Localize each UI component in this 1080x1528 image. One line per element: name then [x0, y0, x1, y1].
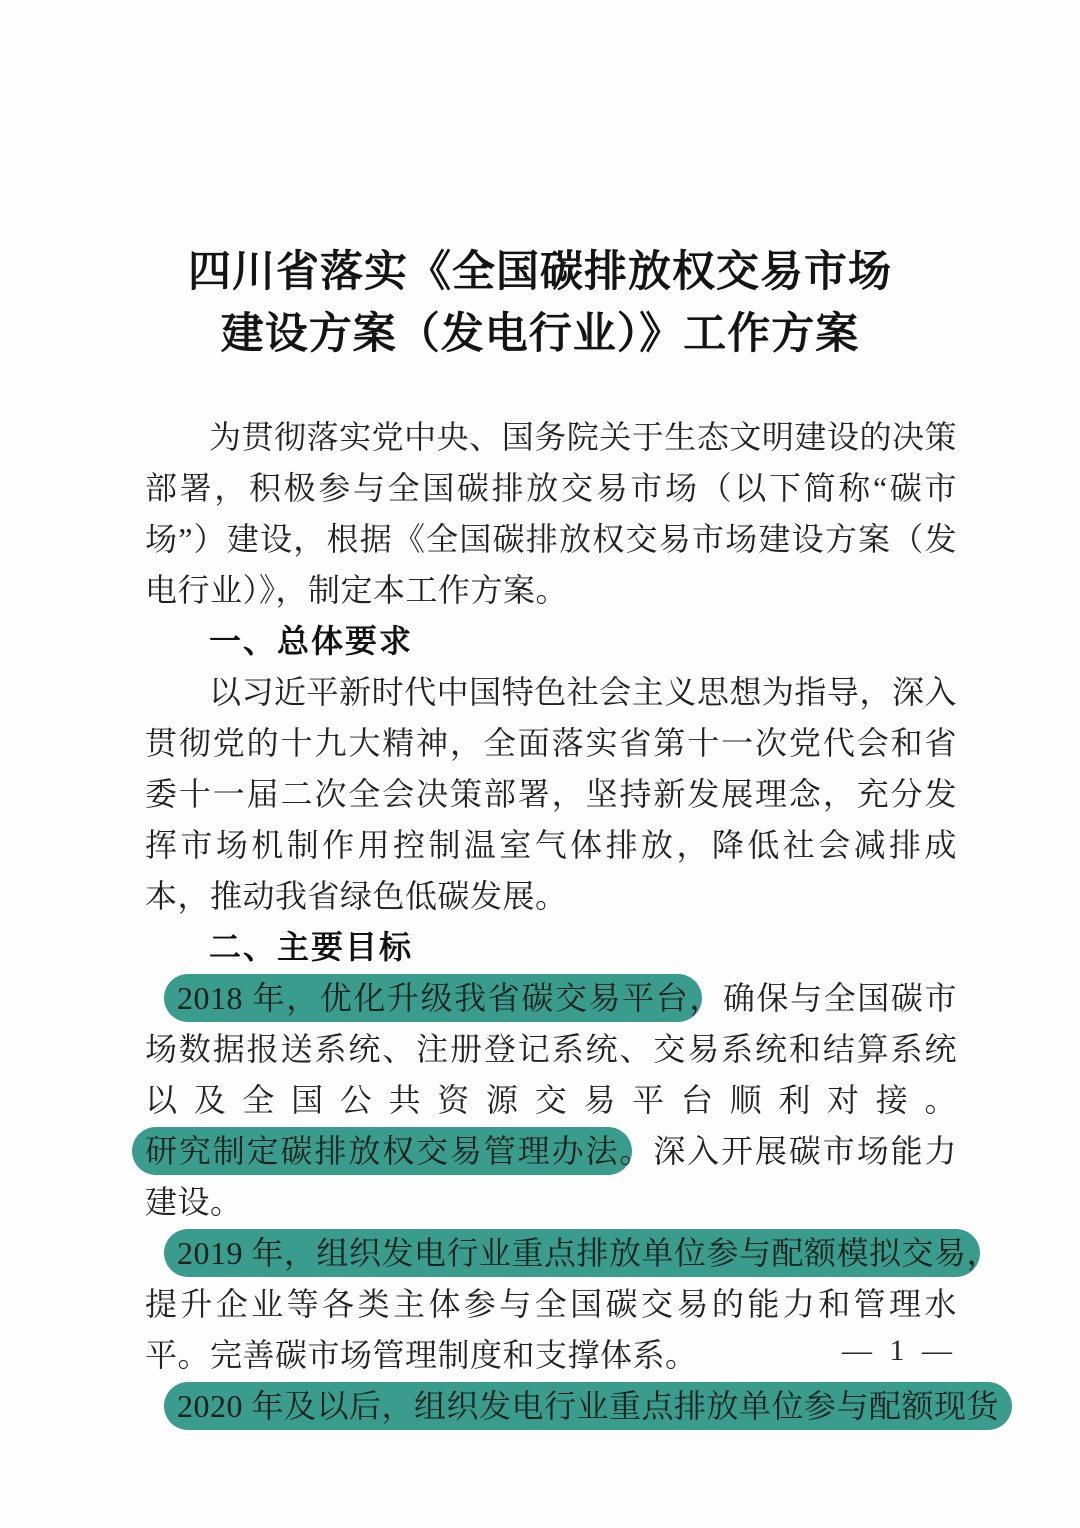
page-number: — 1 —: [842, 1334, 952, 1367]
document-body: [145, 412, 1000, 1432]
highlight-2019-simulation: 2019 年，组织发电行业重点排放单位参与配额模拟交易: [164, 1229, 980, 1277]
goal-2018-text-1: ，确保与全国碳市场数据报送系统、注册登记系统、交易系统和结算系统以及全国公共资源交易平台顺利对接。: [145, 980, 957, 1118]
intro-paragraph: 为贯彻落实党中央、国务院关于生态文明建设的决策部署，积极参与全国碳排放交易市场（以下简称“碳市场”）建设，根据《全国碳排放权交易市场建设方案（发电行业）》，制定本工作方案。: [145, 419, 957, 608]
goal-2020-paragraph: [145, 1381, 1000, 1432]
section-heading-main-goals: 二、主要目标: [209, 929, 414, 965]
highlight-2020-spot: 2020 年及以后，组织发电行业重点排放单位参与配额现货: [164, 1382, 1012, 1430]
title-line-2: 建设方案（发电行业）》工作方案: [220, 311, 860, 358]
goal-2019-paragraph: [145, 1228, 1000, 1381]
title-line-1: 四川省落实《全国碳排放权交易市场: [188, 249, 892, 296]
goal-2018-paragraph: [145, 973, 957, 1228]
highlight-trading-measures: 研究制定碳排放权交易管理办法: [132, 1127, 632, 1175]
overall-requirements-paragraph: 以习近平新时代中国特色社会主义思想为指导，深入贯彻党的十九大精神，全面落实省第十一次党代会和省委十一届二次全会决策部署，坚持新发展理念，充分发挥市场机制作用控制温室气体排放，降低社会减排成本，推动我省绿色低碳发展。: [145, 674, 957, 914]
document-title: [0, 242, 1080, 366]
goal-2018-text-2: 。深入开展碳市场能力建设。: [145, 1133, 957, 1220]
section-heading-overall-requirements: 一、总体要求: [209, 623, 414, 659]
highlight-2018-platform: 2018 年，优化升级我省碳交易平台: [164, 974, 702, 1022]
goal-2019-text: ，提升企业等各类主体参与全国碳交易的能力和管理水平。完善碳市场管理制度和支撑体系。: [145, 1235, 1000, 1373]
